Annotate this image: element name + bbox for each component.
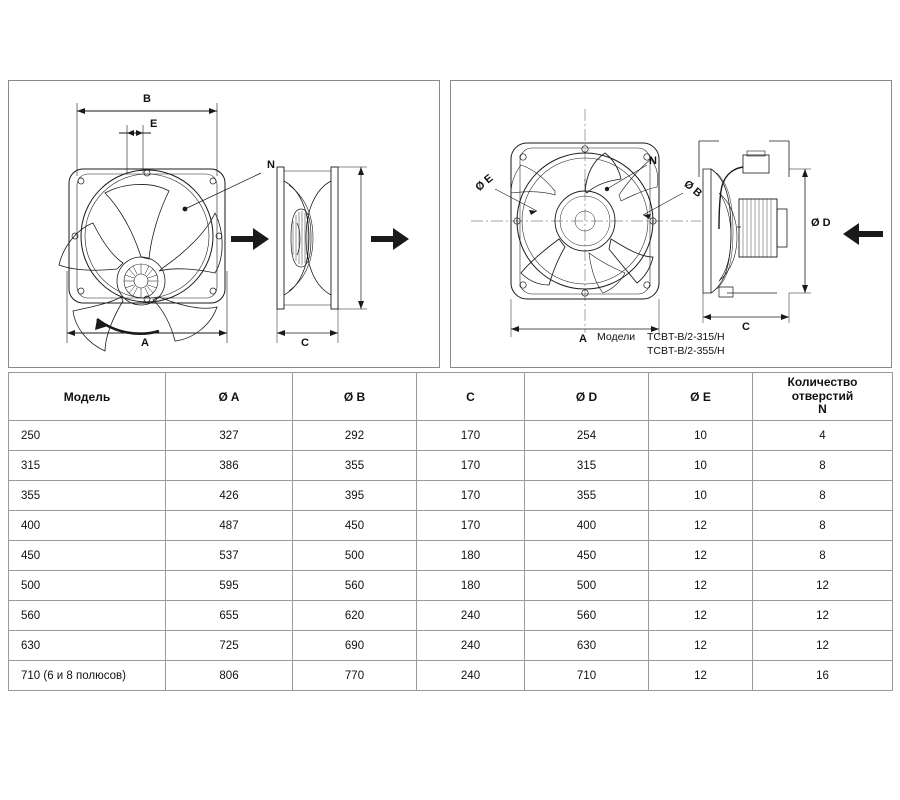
dim-label-a-left: A (141, 337, 149, 349)
dim-label-n-right: N (649, 155, 657, 167)
rear-and-motor-view-drawing (450, 80, 892, 368)
cell-b: 690 (293, 631, 417, 661)
cell-c: 170 (417, 451, 525, 481)
header-diameter-a: Ø A (166, 373, 293, 421)
dim-label-b-left: B (143, 93, 151, 105)
table-header-row (9, 373, 893, 421)
cell-n: 8 (753, 481, 893, 511)
cell-model: 400 (9, 511, 166, 541)
cell-a: 655 (166, 601, 293, 631)
cell-a: 595 (166, 571, 293, 601)
header-hole-count (753, 373, 893, 421)
header-diameter-b: Ø B (293, 373, 417, 421)
cell-e: 12 (649, 631, 753, 661)
cell-b: 770 (293, 661, 417, 691)
model-note-line-2: TCBT-B/2-355/H (647, 345, 725, 357)
dim-label-a-right: A (579, 333, 587, 345)
cell-model: 355 (9, 481, 166, 511)
cell-a: 725 (166, 631, 293, 661)
cell-n: 8 (753, 541, 893, 571)
table-row (9, 631, 893, 661)
cell-d: 500 (525, 571, 649, 601)
table-row (9, 511, 893, 541)
cell-b: 395 (293, 481, 417, 511)
cell-n: 12 (753, 571, 893, 601)
cell-d: 450 (525, 541, 649, 571)
cell-model: 500 (9, 571, 166, 601)
cell-model: 250 (9, 421, 166, 451)
cell-e: 12 (649, 571, 753, 601)
dim-label-e-right: Ø E (473, 172, 496, 194)
header-hole-count-line2: отверстий (791, 388, 854, 403)
cell-d: 400 (525, 511, 649, 541)
header-diameter-e: Ø E (649, 373, 753, 421)
cell-model: 560 (9, 601, 166, 631)
cell-e: 10 (649, 481, 753, 511)
header-model: Модель (9, 373, 166, 421)
cell-d: 560 (525, 601, 649, 631)
model-note-line-1: TCBT-B/2-315/H (647, 331, 725, 343)
cell-b: 620 (293, 601, 417, 631)
cell-a: 426 (166, 481, 293, 511)
cell-d: 315 (525, 451, 649, 481)
cell-c: 170 (417, 421, 525, 451)
left-panel-svg (9, 81, 439, 367)
cell-e: 10 (649, 421, 753, 451)
dim-label-c-right: C (742, 321, 750, 333)
cell-d: 710 (525, 661, 649, 691)
cell-a: 327 (166, 421, 293, 451)
cell-e: 12 (649, 541, 753, 571)
header-hole-count-line1: Количество (787, 374, 858, 389)
cell-c: 170 (417, 511, 525, 541)
cell-c: 180 (417, 541, 525, 571)
cell-e: 12 (649, 511, 753, 541)
cell-model: 315 (9, 451, 166, 481)
cell-model: 630 (9, 631, 166, 661)
cell-model: 710 (6 и 8 полюсов) (9, 661, 166, 691)
header-diameter-d: Ø D (525, 373, 649, 421)
table-row (9, 571, 893, 601)
cell-n: 8 (753, 511, 893, 541)
cell-n: 12 (753, 631, 893, 661)
cell-b: 560 (293, 571, 417, 601)
cell-e: 12 (649, 601, 753, 631)
table-row (9, 451, 893, 481)
dim-label-e-left: E (150, 118, 158, 130)
table-row (9, 421, 893, 451)
dim-label-d-right: Ø D (811, 217, 831, 229)
cell-b: 355 (293, 451, 417, 481)
front-and-side-view-drawing (8, 80, 440, 368)
dim-label-n-left: N (267, 159, 275, 171)
cell-c: 170 (417, 481, 525, 511)
cell-c: 240 (417, 631, 525, 661)
header-hole-count-line3: N (818, 402, 827, 417)
dim-label-c-left: C (301, 337, 309, 349)
model-note-title: Модели (597, 331, 636, 343)
dimensions-table (8, 372, 893, 691)
header-c: C (417, 373, 525, 421)
table-row (9, 601, 893, 631)
cell-a: 806 (166, 661, 293, 691)
cell-n: 12 (753, 601, 893, 631)
cell-n: 8 (753, 451, 893, 481)
cell-b: 450 (293, 511, 417, 541)
table-body (9, 421, 893, 691)
cell-e: 12 (649, 661, 753, 691)
dim-label-b-right: Ø B (681, 178, 705, 200)
dimensions-table-wrapper (8, 372, 892, 691)
cell-e: 10 (649, 451, 753, 481)
cell-b: 292 (293, 421, 417, 451)
cell-c: 240 (417, 601, 525, 631)
cell-c: 180 (417, 571, 525, 601)
cell-a: 386 (166, 451, 293, 481)
cell-d: 254 (525, 421, 649, 451)
cell-b: 500 (293, 541, 417, 571)
cell-n: 4 (753, 421, 893, 451)
table-row (9, 661, 893, 691)
table-row (9, 481, 893, 511)
cell-model: 450 (9, 541, 166, 571)
drawing-panels (8, 80, 892, 368)
cell-n: 16 (753, 661, 893, 691)
cell-a: 487 (166, 511, 293, 541)
table-row (9, 541, 893, 571)
cell-a: 537 (166, 541, 293, 571)
cell-c: 240 (417, 661, 525, 691)
cell-d: 630 (525, 631, 649, 661)
cell-d: 355 (525, 481, 649, 511)
